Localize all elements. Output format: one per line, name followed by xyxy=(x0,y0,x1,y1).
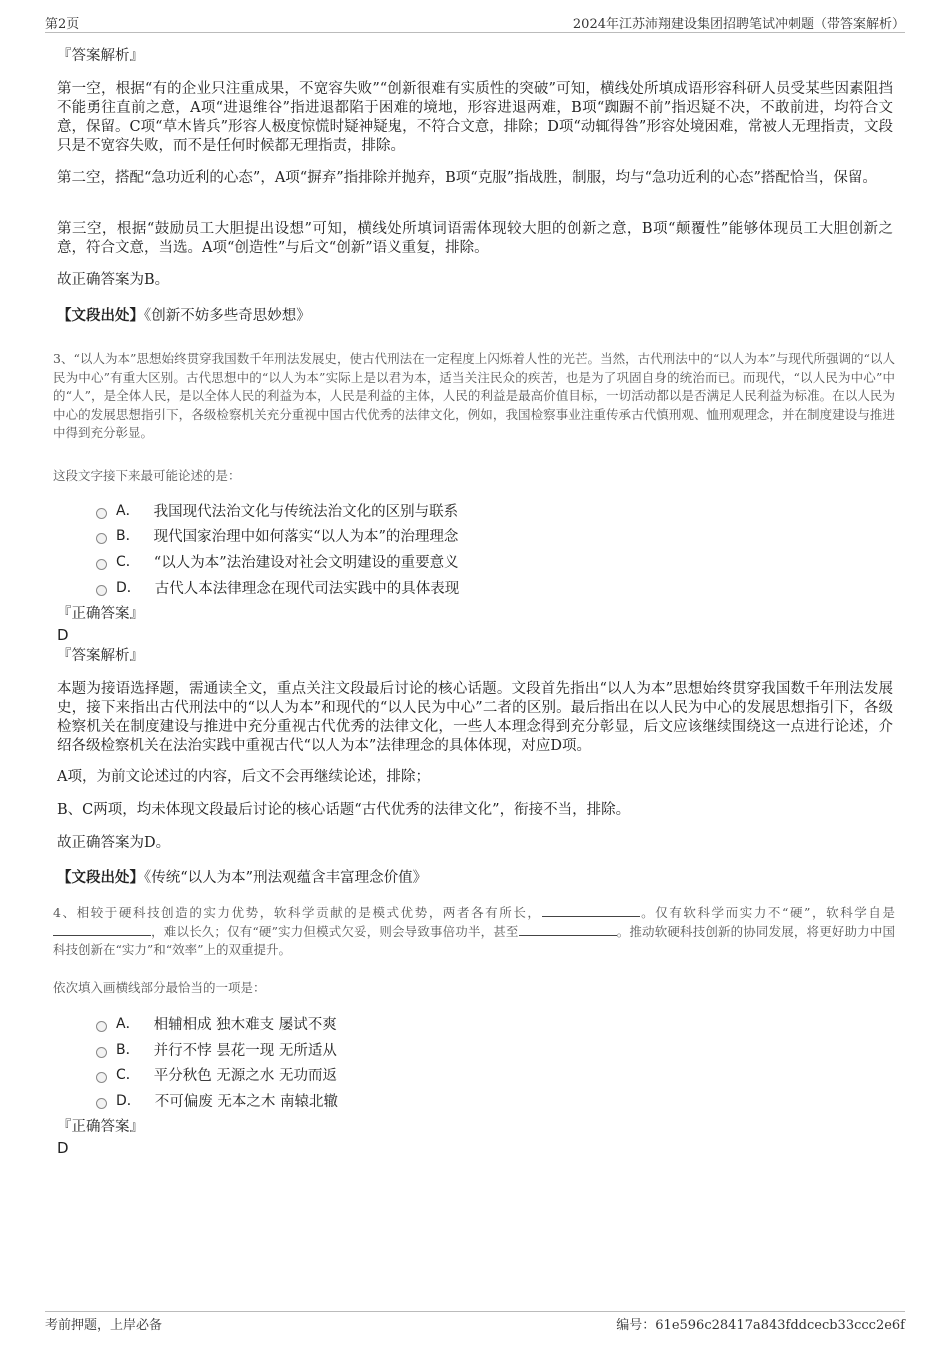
radio-icon[interactable] xyxy=(96,1098,107,1109)
q4-option-b[interactable] xyxy=(96,1039,337,1059)
q4-stem-part1: 4、相较于硬科技创造的实力优势，软科学贡献的是模式优势，两者各有所长， xyxy=(53,905,542,920)
q3-prompt: 这段文字接下来最可能论述的是： xyxy=(53,468,241,483)
q4-blank-1 xyxy=(542,904,640,917)
q3-analysis-para2: A项，为前文论述过的内容，后文不会再继续论述，排除； xyxy=(57,769,430,785)
page-footer xyxy=(45,1311,905,1333)
q4-option-c[interactable] xyxy=(96,1064,337,1084)
radio-icon[interactable] xyxy=(96,1021,107,1032)
q4-option-c-letter: C． xyxy=(116,1067,140,1083)
q4-stem-part4: 。推动软硬科技创新的协同发展，将更好助力中国科技创新在“实力”和“效率”上的双重提升。 xyxy=(53,923,895,957)
q3-option-a[interactable] xyxy=(96,500,458,520)
q3-option-d-letter: D． xyxy=(116,580,141,596)
q2-analysis-para2: 第二空，搭配“急功近利的心态”，A项“摒弃”指排除并抛弃，B项“克服”指战胜，制服，均与“急功近利的心态”搭配恰当，保留。 xyxy=(57,170,877,186)
page-header xyxy=(45,0,905,33)
q3-option-c[interactable] xyxy=(96,551,459,571)
q4-correct-answer: D xyxy=(57,1139,69,1157)
q4-option-c-text: 平分秋色 无源之水 无功而返 xyxy=(153,1067,337,1084)
q3-option-c-letter: C． xyxy=(116,554,140,570)
q3-analysis-tag: 『答案解析』 xyxy=(57,648,144,664)
q2-analysis-para1: 第一空，根据“有的企业只注重成果，不宽容失败”“创新很难有实质性的突破”可知，横线处所填成语形容科研人员受某些因素阻挡不能勇往直前之意，A项“进退维谷”指进退都陷于困难的境地，形容进退两难，B项“踟蹰不前”指迟疑不决，不敢前进，均符合文意，保留。C项“草木皆兵”形容人极度惊慌时疑神疑鬼，不符合文意，排除；D项“动辄得咎”形容处境困难，常被人无理指责，文段只是不宽容失败，而不是任何时候都无理指责，排除。 xyxy=(57,81,893,154)
q3-option-b-text: 现代国家治理中如何落实“以人为本”的治理理念 xyxy=(153,528,459,545)
q2-analysis-para3: 第三空，根据“鼓励员工大胆提出设想”可知，横线处所填词语需体现较大胆的创新之意，B项“颠覆性”能够体现员工大胆创新之意，符合文意，当选。A项“创造性”与后文“创新”语义重复，排除。 xyxy=(57,221,893,256)
q4-option-d-letter: D． xyxy=(116,1093,141,1109)
q2-analysis-tag: 『答案解析』 xyxy=(57,48,144,64)
radio-icon[interactable] xyxy=(96,1047,107,1058)
q4-option-b-letter: B． xyxy=(116,1042,140,1058)
q4-blank-3 xyxy=(519,923,617,936)
q3-option-d[interactable] xyxy=(96,577,459,597)
q4-stem-part2: 。仅有软科学而实力不“硬”，软科学自是 xyxy=(639,905,895,920)
radio-icon[interactable] xyxy=(96,508,107,519)
q3-option-a-letter: A． xyxy=(116,503,140,519)
q4-stem-part3: ，难以长久；仅有“硬”实力但模式欠妥，则会导致事倍功半，甚至 xyxy=(151,923,519,939)
q3-option-b[interactable] xyxy=(96,525,458,545)
q2-source xyxy=(57,306,893,326)
q3-stem: 3、“以人为本”思想始终贯穿我国数千年刑法发展史，使古代刑法在一定程度上闪烁着人性的光芒。当然，古代刑法中的“以人为本”与现代所强调的“以人民为中心”有重大区别。古代思想中的“以人为本”实际上是以君为本，适当关注民众的疾苦，也是为了巩固自身的统治而已。而现代，“以人民为中心”中的“人”，是全体人民，是以全体人民的利益为本，人民是利益的主体，人民的利益是最高价值目标，一切活动都以是否满足人民利益为标准。在以人民为中心的发展思想指引下，各级检察机关充分重视中国古代优秀的法律文化，例如，我国检察事业注重传承古代慎刑观、恤刑观理念，并在制度建设与推进中得到充分彰显。 xyxy=(53,351,895,440)
q3-analysis-para1: 本题为接语选择题，需通读全文，重点关注文段最后讨论的核心话题。文段首先指出“以人为本”思想始终贯穿我国数千年刑法发展史，接下来指出古代刑法中的“以人为本”和现代的“以人民为中心”二者的区别。最后指出在以人民为中心的发展思想指引下，各级检察机关在制度建设与推进中充分重视古代优秀的法律文化，一些人本理念得到充分彰显，后文应该继续围绕这一点进行论述，介绍各级检察机关在法治实践中重视古代“以人为本”法律理念的具体体现，对应D项。 xyxy=(57,681,893,754)
q4-option-d-text: 不可偏废 无本之木 南辕北辙 xyxy=(154,1093,338,1110)
footer-slogan: 考前押题，上岸必备 xyxy=(45,1318,163,1333)
q3-conclusion: 故正确答案为D。 xyxy=(57,835,171,851)
q4-option-a-letter: A． xyxy=(116,1016,140,1032)
q3-option-d-text: 古代人本法律理念在现代司法实践中的具体表现 xyxy=(154,580,460,597)
q3-source-label: 【文段出处】 xyxy=(57,869,144,886)
q3-source xyxy=(57,868,893,888)
q4-stem xyxy=(53,904,895,960)
page-number: 第2页 xyxy=(45,17,80,32)
q3-correct-answer: D xyxy=(57,626,69,644)
q4-correct-tag: 『正确答案』 xyxy=(57,1119,144,1135)
q4-option-a-text: 相辅相成 独木难支 屡试不爽 xyxy=(153,1016,337,1033)
q4-option-d[interactable] xyxy=(96,1090,338,1110)
radio-icon[interactable] xyxy=(96,585,107,596)
q3-option-a-text: 我国现代法治文化与传统法治文化的区别与联系 xyxy=(153,503,459,520)
q2-conclusion: 故正确答案为B。 xyxy=(57,272,170,288)
footer-doc-id: 编号：61e596c28417a843fddcecb33ccc2e6f xyxy=(616,1318,905,1333)
document-title: 2024年江苏沛翔建设集团招聘笔试冲刺题（带答案解析） xyxy=(572,17,905,32)
q3-source-title: 《传统“以人为本”刑法观蕴含丰富理念价值》 xyxy=(144,870,428,886)
radio-icon[interactable] xyxy=(96,559,107,570)
q3-correct-tag: 『正确答案』 xyxy=(57,606,144,622)
radio-icon[interactable] xyxy=(96,1072,107,1083)
q4-prompt: 依次填入画横线部分最恰当的一项是： xyxy=(53,980,266,995)
radio-icon[interactable] xyxy=(96,533,107,544)
q3-option-c-text: “以人为本”法治建设对社会文明建设的重要意义 xyxy=(153,554,459,571)
q4-option-a[interactable] xyxy=(96,1013,337,1033)
q3-analysis-para3: B、C两项，均未体现文段最后讨论的核心话题“古代优秀的法律文化”，衔接不当，排除。 xyxy=(57,802,631,818)
q4-blank-2 xyxy=(53,923,151,936)
q4-option-b-text: 并行不悖 昙花一现 无所适从 xyxy=(153,1042,337,1059)
q2-source-label: 【文段出处】 xyxy=(57,307,144,324)
q2-source-title: 《创新不妨多些奇思妙想》 xyxy=(144,308,311,324)
q3-option-b-letter: B． xyxy=(116,528,140,544)
